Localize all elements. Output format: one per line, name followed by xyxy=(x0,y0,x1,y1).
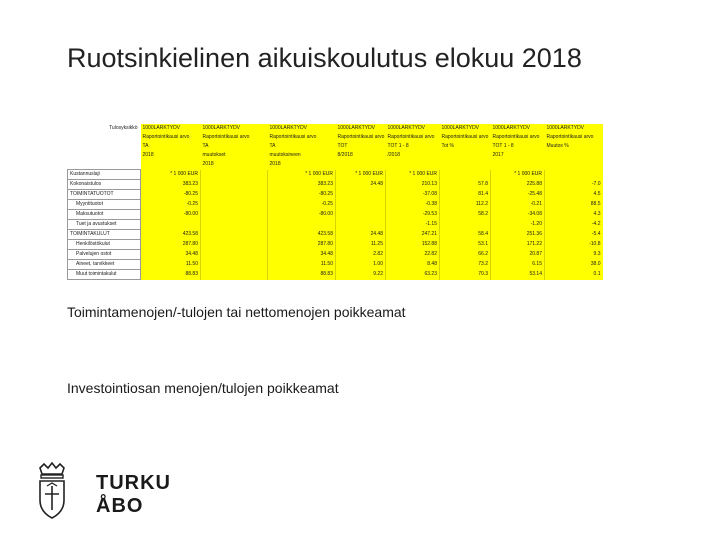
data-cell: -80.00 xyxy=(141,210,201,220)
data-cell: -0.21 xyxy=(491,200,545,210)
header-cell xyxy=(336,160,386,170)
row-label: TOIMINTATUOTOT xyxy=(68,190,141,200)
data-cell: 24.48 xyxy=(336,230,386,240)
data-cell xyxy=(141,220,201,230)
table-header-row xyxy=(68,151,603,160)
data-cell: 34.48 xyxy=(268,250,336,260)
data-cell: 57.8 xyxy=(440,180,491,190)
unit-row-label: Kustannuslaji xyxy=(68,170,141,180)
data-cell xyxy=(201,260,268,270)
data-cell xyxy=(201,200,268,210)
data-cell: 11.50 xyxy=(268,260,336,270)
table-header-row xyxy=(68,133,603,142)
header-cell: muutokset xyxy=(201,151,268,160)
header-row-label xyxy=(68,151,141,160)
unit-row xyxy=(68,170,603,180)
data-cell: -1.20 xyxy=(491,220,545,230)
logo-text-turku: TURKU xyxy=(96,472,171,494)
data-cell: 88.5 xyxy=(545,200,603,210)
data-cell: 4.5 xyxy=(545,190,603,200)
header-cell: TA xyxy=(268,142,336,151)
data-cell: -0.25 xyxy=(268,200,336,210)
unit-cell: * 1 000 EUR xyxy=(141,170,201,180)
data-cell: -0.25 xyxy=(141,200,201,210)
header-cell: 1000LARKTYDV xyxy=(336,124,386,133)
data-cell: -80.25 xyxy=(268,190,336,200)
header-row-label xyxy=(68,160,141,170)
logo-text-abo: ÅBO xyxy=(96,495,144,517)
data-cell: 8.48 xyxy=(386,260,440,270)
header-cell: TOT 1 - 8 xyxy=(491,142,545,151)
header-cell: 1000LARKTYDV xyxy=(386,124,440,133)
header-cell: Raportointikausi arvo xyxy=(545,133,603,142)
table-row xyxy=(68,230,603,240)
data-cell xyxy=(201,270,268,280)
header-cell: Raportointikausi arvo xyxy=(337,134,385,140)
unit-cell: * 1 000 EUR xyxy=(268,170,336,180)
header-cell xyxy=(545,160,603,170)
table-row xyxy=(68,240,603,250)
data-cell: 9.22 xyxy=(336,270,386,280)
table-row xyxy=(68,190,603,200)
data-cell: 9.3 xyxy=(545,250,603,260)
data-cell: 53.1 xyxy=(440,240,491,250)
data-cell: 287.80 xyxy=(141,240,201,250)
table-row xyxy=(68,270,603,280)
header-cell: 2018 xyxy=(201,160,268,170)
data-cell: 383.23 xyxy=(141,180,201,190)
data-cell: 247.21 xyxy=(386,230,440,240)
row-label: Myyntituotot xyxy=(68,200,141,210)
header-cell: Raportointikausi arvo xyxy=(491,133,545,142)
data-cell xyxy=(201,210,268,220)
unit-cell xyxy=(545,170,603,180)
table-row xyxy=(68,200,603,210)
data-cell: 2.82 xyxy=(336,250,386,260)
header-cell: 1000LARKTYDV xyxy=(141,124,201,133)
header-cell: TA xyxy=(141,142,201,151)
data-cell: 112.2 xyxy=(440,200,491,210)
data-cell: 66.2 xyxy=(440,250,491,260)
data-cell: 11.25 xyxy=(336,240,386,250)
header-cell: 1000LARKTYDV xyxy=(268,124,336,133)
data-cell: 1.00 xyxy=(336,260,386,270)
header-cell: TOT xyxy=(336,142,386,151)
data-cell: 38.0 xyxy=(545,260,603,270)
report-table xyxy=(67,124,603,280)
table-row xyxy=(68,260,603,270)
data-cell: 0.1 xyxy=(545,270,603,280)
row-label: Maksutuotot xyxy=(68,210,141,220)
data-cell: 152.88 xyxy=(386,240,440,250)
unit-cell xyxy=(440,170,491,180)
data-cell xyxy=(268,220,336,230)
table-header-row xyxy=(68,124,603,133)
data-cell: 88.83 xyxy=(141,270,201,280)
header-cell: TOT 1 - 8 xyxy=(386,142,440,151)
data-cell: -29.53 xyxy=(386,210,440,220)
header-cell xyxy=(491,160,545,170)
data-cell: 287.80 xyxy=(268,240,336,250)
header-cell: 1000LARKTYDV xyxy=(440,124,491,133)
report-table-container xyxy=(67,124,602,280)
row-label: Kokonaistulos xyxy=(68,180,141,190)
data-cell xyxy=(336,220,386,230)
table-body xyxy=(68,170,603,280)
turku-abo-logo xyxy=(28,462,171,522)
header-cell: 2018 xyxy=(268,160,336,170)
unit-cell: * 1 000 EUR xyxy=(336,170,386,180)
header-cell: 1000LARKTYDV xyxy=(545,124,603,133)
data-cell xyxy=(336,200,386,210)
data-cell: -80.25 xyxy=(141,190,201,200)
data-cell: -25.48 xyxy=(491,190,545,200)
data-cell: -34.08 xyxy=(491,210,545,220)
data-cell: 24.48 xyxy=(336,180,386,190)
header-cell: Tot % xyxy=(440,142,491,151)
data-cell: -0.38 xyxy=(386,200,440,210)
unit-cell xyxy=(201,170,268,180)
header-cell: Raportointikausi arvo xyxy=(386,133,440,142)
table-header-row xyxy=(68,142,603,151)
row-label: Henkilöstökulut xyxy=(68,240,141,250)
header-cell xyxy=(545,151,603,160)
data-cell: -80.00 xyxy=(268,210,336,220)
data-cell xyxy=(201,250,268,260)
data-cell xyxy=(440,220,491,230)
data-cell: 423.58 xyxy=(268,230,336,240)
data-cell: -7.0 xyxy=(545,180,603,190)
data-cell xyxy=(336,190,386,200)
header-cell: muutoksineen xyxy=(268,151,336,160)
data-cell: 171.22 xyxy=(491,240,545,250)
data-cell: 53.14 xyxy=(491,270,545,280)
data-cell xyxy=(201,220,268,230)
header-cell: 2018 xyxy=(141,151,201,160)
row-label: TOIMINTAKULUT xyxy=(68,230,141,240)
data-cell: -37.08 xyxy=(386,190,440,200)
data-cell: -4.2 xyxy=(545,220,603,230)
table-header-row xyxy=(68,160,603,170)
header-cell xyxy=(141,160,201,170)
unit-cell: * 1 000 EUR xyxy=(491,170,545,180)
data-cell: 70.3 xyxy=(440,270,491,280)
data-cell xyxy=(336,210,386,220)
data-cell: 81.4 xyxy=(440,190,491,200)
data-cell: 251.36 xyxy=(491,230,545,240)
header-row-label xyxy=(68,133,141,142)
section-heading-operating-deviations: Toimintamenojen/-tulojen tai nettomenojen poikkeamat xyxy=(67,304,406,320)
header-cell: 1000LARKTYDV xyxy=(491,124,545,133)
data-cell: -1.15 xyxy=(386,220,440,230)
data-cell: 11.50 xyxy=(141,260,201,270)
data-cell: 63.23 xyxy=(386,270,440,280)
data-cell: 383.23 xyxy=(268,180,336,190)
data-cell: 73.2 xyxy=(440,260,491,270)
header-cell xyxy=(440,151,491,160)
coat-of-arms-icon xyxy=(34,462,70,520)
table-row xyxy=(68,210,603,220)
data-cell xyxy=(201,230,268,240)
unit-cell: * 1 000 EUR xyxy=(386,170,440,180)
table-row xyxy=(68,250,603,260)
data-cell: -10.8 xyxy=(545,240,603,250)
data-cell xyxy=(201,240,268,250)
data-cell: 225.88 xyxy=(491,180,545,190)
header-cell: TA xyxy=(201,142,268,151)
header-cell xyxy=(440,160,491,170)
row-label: Aineet, tarvikkeet xyxy=(68,260,141,270)
slide-title: Ruotsinkielinen aikuiskoulutus elokuu 2018 xyxy=(67,43,582,73)
row-label: Muut toimintakulut xyxy=(68,270,141,280)
section-heading-investment-deviations: Investointiosan menojen/tulojen poikkeamat xyxy=(67,380,339,396)
header-row-label xyxy=(68,142,141,151)
data-cell: 58.2 xyxy=(440,210,491,220)
header-cell: Raportointikausi arvo xyxy=(268,133,336,142)
data-cell: 34.48 xyxy=(141,250,201,260)
data-cell: 423.58 xyxy=(141,230,201,240)
header-cell: Raportointikausi arvo xyxy=(201,133,268,142)
data-cell xyxy=(201,190,268,200)
data-cell: 4.3 xyxy=(545,210,603,220)
row-label: Tuet ja avustukset xyxy=(68,220,141,230)
header-cell: 2017 xyxy=(491,151,545,160)
header-cell: Muutos % xyxy=(545,142,603,151)
header-cell: 8/2018 xyxy=(336,151,386,160)
header-cell: Raportointikausi arvo xyxy=(141,133,201,142)
row-label: Palvelujen ostot xyxy=(68,250,141,260)
header-cell: Raportointikausi arvo xyxy=(440,133,491,142)
table-header xyxy=(68,124,603,170)
header-cell: 1000LARKTYDV xyxy=(201,124,268,133)
data-cell: 20.87 xyxy=(491,250,545,260)
header-cell: /2018 xyxy=(386,151,440,160)
data-cell: 88.83 xyxy=(268,270,336,280)
data-cell: 210.13 xyxy=(386,180,440,190)
data-cell: -5.4 xyxy=(545,230,603,240)
table-row xyxy=(68,180,603,190)
header-cell xyxy=(386,160,440,170)
data-cell xyxy=(201,180,268,190)
data-cell: 58.4 xyxy=(440,230,491,240)
table-row xyxy=(68,220,603,230)
data-cell: 22.82 xyxy=(386,250,440,260)
data-cell: 6.15 xyxy=(491,260,545,270)
header-row-label: Tulosyksikkö xyxy=(68,124,141,133)
